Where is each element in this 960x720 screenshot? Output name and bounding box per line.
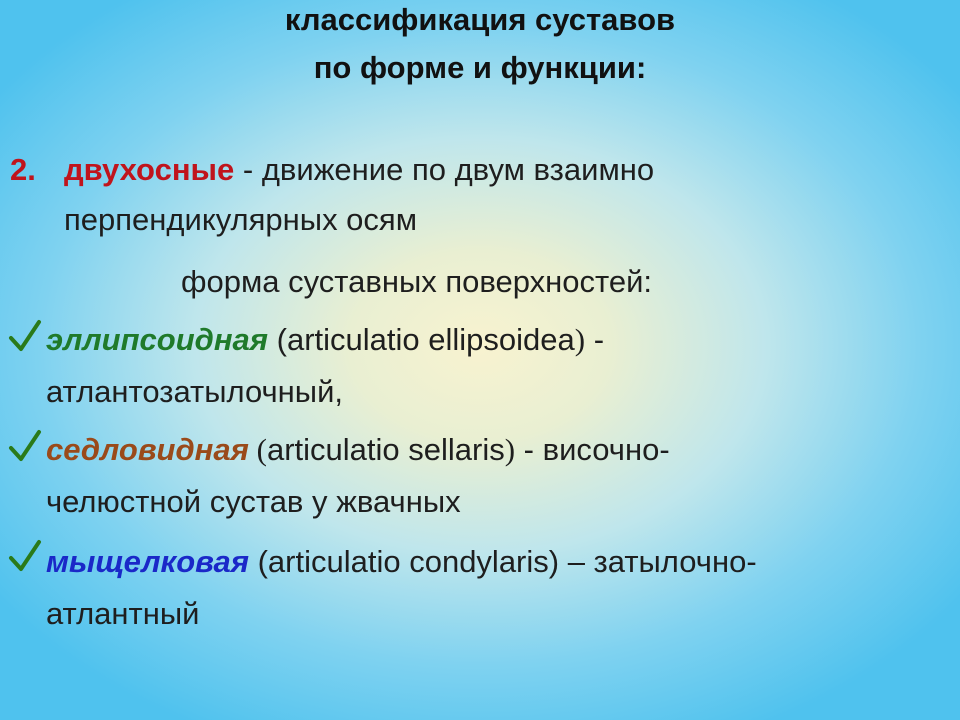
bullet-saddle-dash: - височно-	[515, 432, 670, 467]
subheading: форма суставных поверхностей:	[181, 264, 653, 299]
item-desc-line2: перпендикулярных осям	[64, 202, 418, 237]
bullet-condylar-line2: атлантный	[46, 596, 200, 631]
bullet-condylar-term: мыщелковая	[46, 544, 249, 579]
bullet-saddle-paren-close: )	[504, 432, 516, 467]
bullet-saddle-latin: articulatio sellaris	[266, 432, 505, 467]
item-term: двухосные	[64, 152, 235, 187]
bullet-ellipsoid-line2: атлантозатылочный,	[46, 374, 343, 409]
bullet-ellipsoid-paren: )	[574, 322, 586, 357]
bullet-saddle-paren-open: (	[248, 432, 267, 467]
bullet-condylar-line1	[46, 542, 757, 582]
bullet-ellipsoid-line1	[46, 320, 604, 360]
slide-title-line1: классификация суставов	[284, 2, 676, 37]
checkmark-icon	[8, 426, 42, 466]
bullet-ellipsoid-dash: -	[585, 322, 605, 357]
item-desc-line1: - движение по двум взаимно	[234, 152, 655, 187]
bullet-saddle-line1	[46, 430, 670, 470]
checkmark-icon	[8, 536, 42, 576]
bullet-ellipsoid-latin: (articulatio ellipsoidea	[268, 322, 575, 357]
bullet-ellipsoid-term: эллипсоидная	[46, 322, 269, 357]
item-line1	[64, 150, 654, 190]
item-number: 2.	[10, 152, 36, 187]
bullet-saddle-line2: челюстной сустав у жвачных	[46, 484, 461, 519]
bullet-condylar-latin: (articulatio condylaris) – затылочно-	[248, 544, 757, 579]
slide-title-line2: по форме и функции:	[313, 50, 647, 85]
checkmark-icon	[8, 316, 42, 356]
bullet-saddle-term: седловидная	[46, 432, 249, 467]
